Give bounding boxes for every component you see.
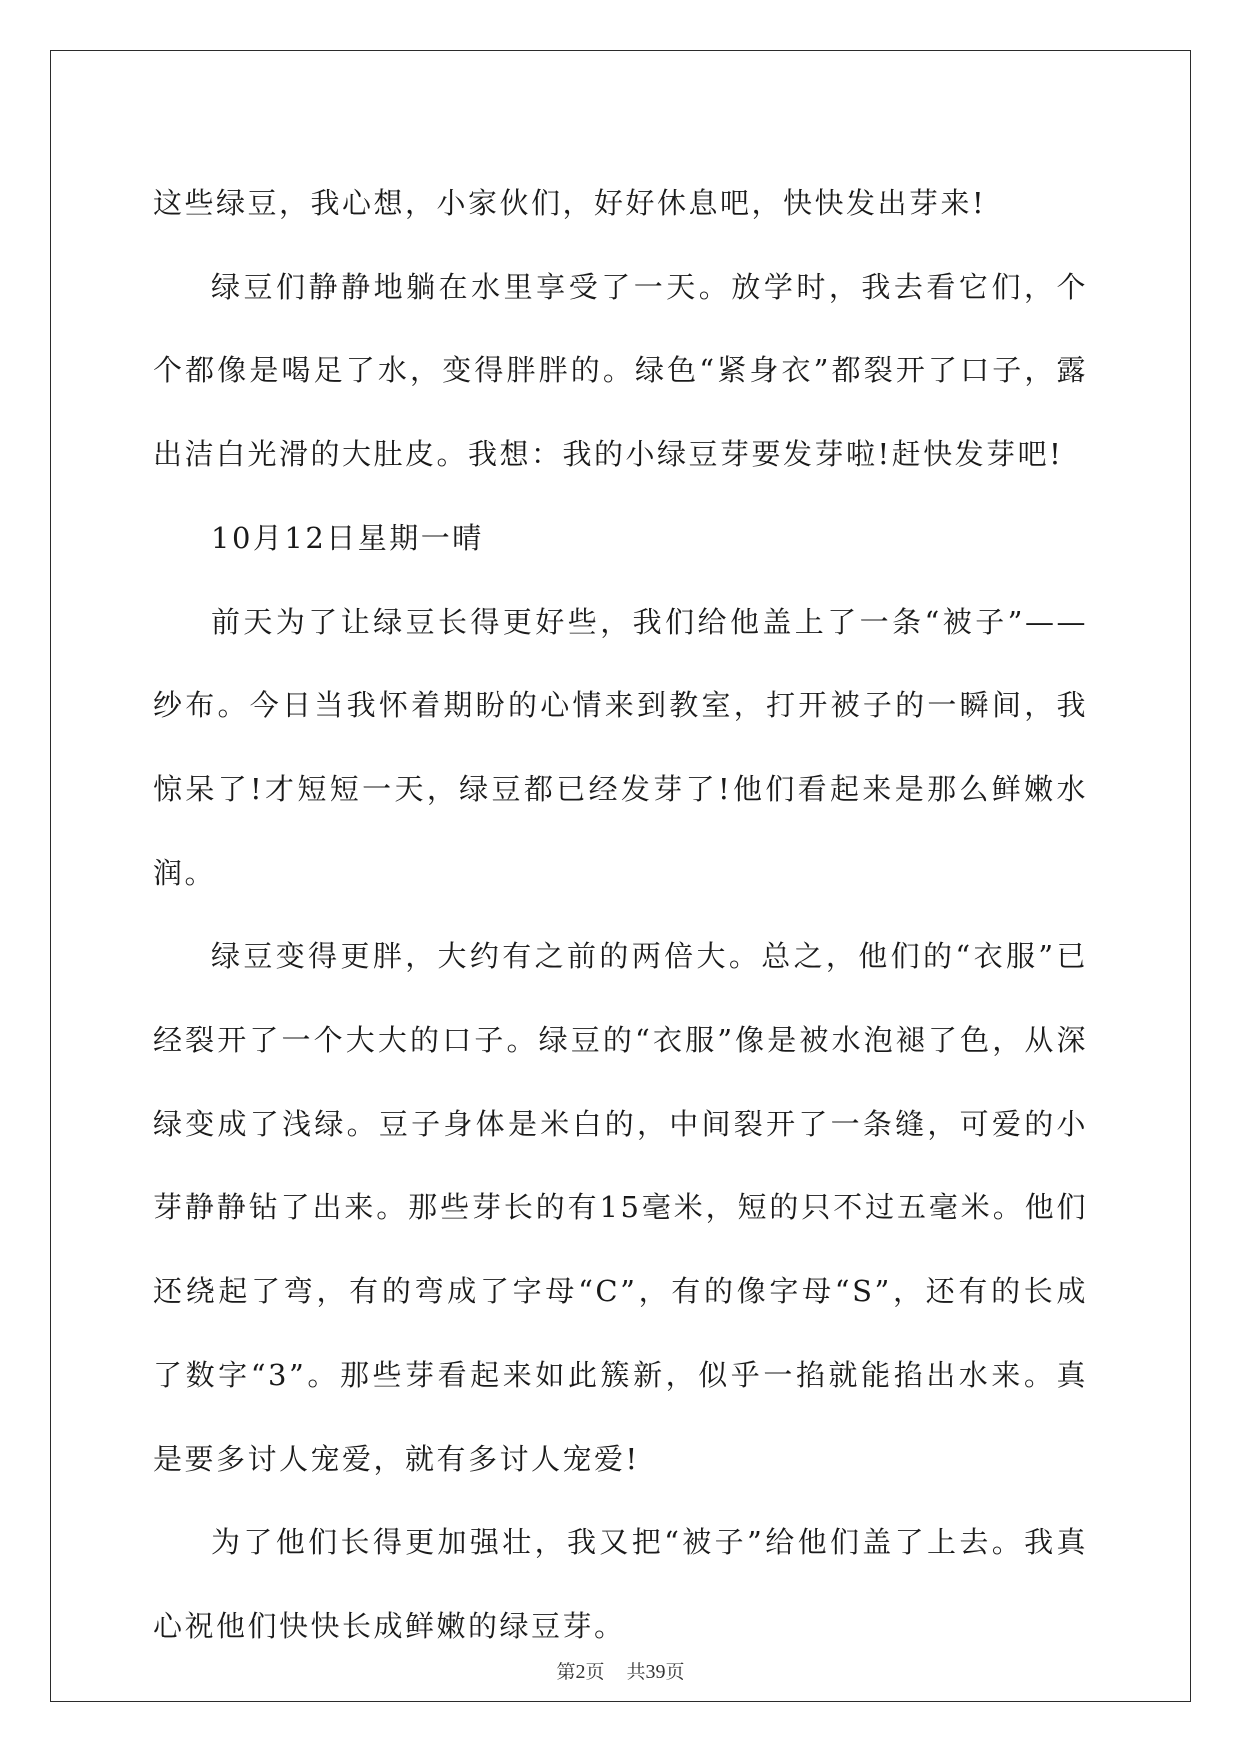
paragraph: 绿豆变得更胖，大约有之前的两倍大。总之，他们的“衣服”已经裂开了一个大大的口子。绿豆的“衣服”像是被水泡褪了色，从深绿变成了浅绿。豆子身体是米白的，中间裂开了一条缝，可爱的小芽静静钻了出来。那些芽长的有15毫米，短的只不过五毫米。他们还绕起了弯，有的弯成了字母“C”，有的像字母“S”，还有的长成了数字“3”。那些芽看起来如此簇新，似乎一掐就能掐出水来。真是要多讨人宠爱，就有多讨人宠爱! bbox=[153, 939, 1088, 1476]
paragraph: 为了他们长得更加强壮，我又把“被子”给他们盖了上去。我真心祝他们快快长成鲜嫩的绿豆芽。 bbox=[153, 1525, 1088, 1643]
diary-date-heading: 10月12日星期一晴 bbox=[211, 520, 484, 555]
page-footer bbox=[0, 1657, 1241, 1684]
page-prefix: 第 bbox=[556, 1661, 576, 1683]
paragraph: 这些绿豆，我心想，小家伙们，好好休息吧，快快发出芽来! bbox=[153, 186, 987, 220]
page-suffix: 页 bbox=[585, 1661, 605, 1683]
total-pages: 39 bbox=[645, 1661, 666, 1683]
total-suffix: 页 bbox=[665, 1661, 685, 1683]
page-number: 2 bbox=[575, 1661, 586, 1683]
paragraph: 绿豆们静静地躺在水里享受了一天。放学时，我去看它们，个个都像是喝足了水，变得胖胖的。绿色“紧身衣”都裂开了口子，露出洁白光滑的大肚皮。我想：我的小绿豆芽要发芽啦!赶快发芽吧! bbox=[153, 269, 1088, 472]
paragraph: 前天为了让绿豆长得更好些，我们给他盖上了一条“被子”——纱布。今日当我怀着期盼的心情来到教室，打开被子的一瞬间，我惊呆了!才短短一天，绿豆都已经发芽了!他们看起来是那么鲜嫩水润。 bbox=[153, 604, 1088, 890]
total-prefix: 共 bbox=[626, 1661, 646, 1683]
document-body bbox=[153, 162, 1088, 1669]
